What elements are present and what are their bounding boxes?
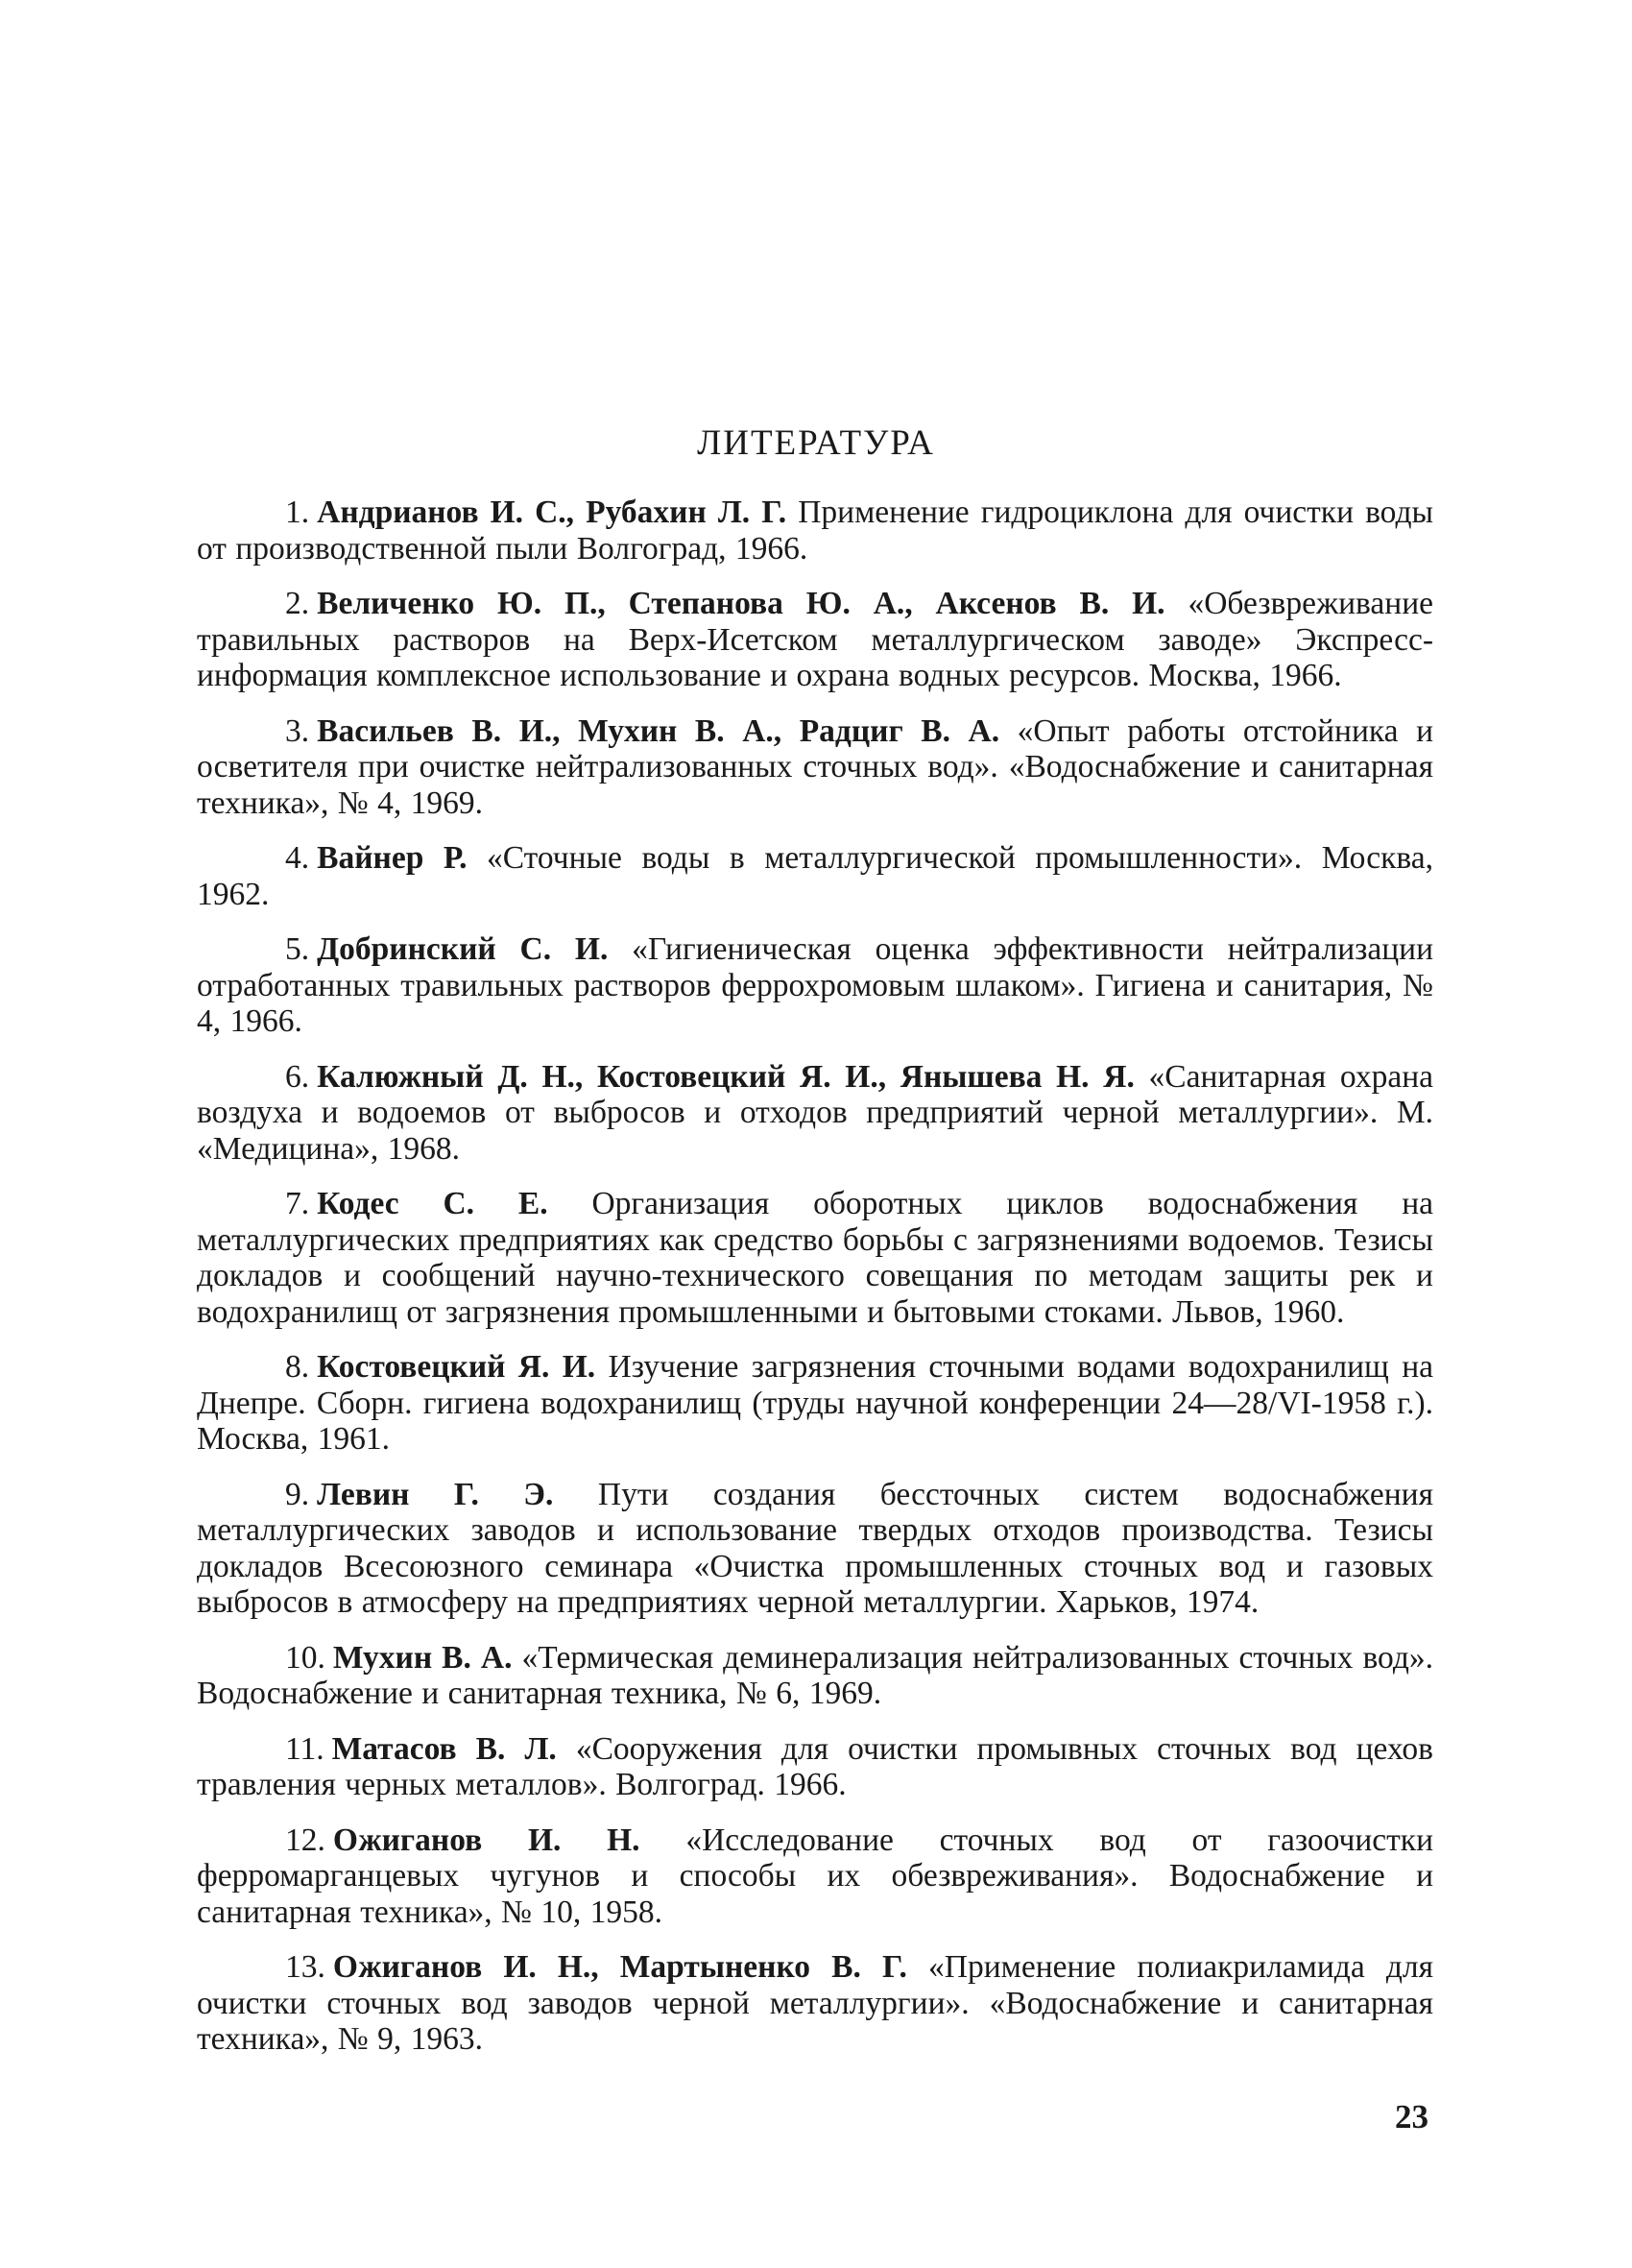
reference-item <box>197 1731 1433 1803</box>
reference-authors: Добринский С. И. <box>317 931 609 967</box>
reference-text: «Применение полиакриламида для очистки сточных вод заводов черной металлургии». «Водоснабжение и санитарная техника», № 9, 1963. <box>197 1949 1433 2057</box>
reference-text: «Сточные воды в металлургической промышленности». Москва, 1962. <box>197 840 1433 912</box>
reference-text: «Обезвреживание травильных растворов на Верх-Исетском металлургическом заводе» Экспресс-информация комплексное использование и охрана водных ресурсов. Москва, 1966. <box>197 586 1433 693</box>
page-title: ЛИТЕРАТУРА <box>697 423 935 463</box>
reference-text: «Опыт работы отстойника и осветителя при очистке нейтрализованных сточных вод». «Водоснабжение и санитарная техника», № 4, 1969. <box>197 712 1434 821</box>
reference-item <box>197 1822 1433 1931</box>
reference-text: «Исследование сточных вод от газоочистки ферромарганцевых чугунов и способы их обезвреживания». Водоснабжение и санитарная техника», № 10, 1958. <box>197 1822 1433 1930</box>
reference-authors: Левин Г. Э. <box>317 1476 554 1512</box>
reference-number: 2. <box>285 586 310 621</box>
reference-number: 1. <box>285 495 310 530</box>
reference-number: 13. <box>285 1949 325 1985</box>
reference-text: «Сооружения для очистки промывных сточных вод цехов травления черных металлов». Волгоград. 1966. <box>197 1730 1433 1802</box>
reference-list <box>197 495 1433 2077</box>
reference-text: «Санитарная охрана воздуха и водоемов от выбросов и отходов предприятий черной металлургии». М. «Медицина», 1968. <box>197 1058 1434 1167</box>
reference-authors: Ожиганов И. Н. <box>332 1822 640 1858</box>
reference-number: 12. <box>285 1822 325 1858</box>
reference-number: 4. <box>285 840 310 876</box>
reference-text: «Термическая деминерализация нейтрализованных сточных вод». Водоснабжение и санитарная техника, № 6, 1969. <box>197 1639 1433 1711</box>
reference-authors: Калюжный Д. Н., Костовецкий Я. И., Янышева Н. Я. <box>317 1058 1135 1095</box>
reference-item <box>197 586 1433 694</box>
reference-authors: Величенко Ю. П., Степанова Ю. А., Аксенов В. И. <box>317 586 1165 621</box>
reference-authors: Ожиганов И. Н., Мартыненко В. Г. <box>332 1949 907 1985</box>
reference-number: 10. <box>285 1639 325 1676</box>
reference-item <box>197 1949 1433 2058</box>
reference-text: Изучение загрязнения сточными водами водохранилищ на Днепре. Сборн. гигиена водохранилищ (труды научной конференции 24—28/VI-1958 г.). Москва, 1961. <box>197 1349 1433 1457</box>
reference-authors: Мухин В. А. <box>332 1639 513 1676</box>
reference-item <box>197 495 1433 567</box>
reference-number: 3. <box>285 712 310 749</box>
reference-authors: Васильев В. И., Мухин В. А., Радциг В. А. <box>317 712 1000 749</box>
reference-number: 5. <box>285 931 310 967</box>
reference-number: 7. <box>285 1186 310 1221</box>
reference-item <box>197 713 1433 822</box>
reference-authors: Андрианов И. С., Рубахин Л. Г. <box>317 495 787 530</box>
reference-item <box>197 840 1433 912</box>
reference-text: «Гигиеническая оценка эффективности нейтрализации отработанных травильных растворов феррохромовым шлаком». Гигиена и санитария, № 4, 1966. <box>197 931 1434 1039</box>
reference-authors: Матасов В. Л. <box>331 1730 557 1767</box>
reference-item <box>197 931 1433 1040</box>
reference-item <box>197 1186 1433 1330</box>
page-number: 23 <box>1395 2098 1428 2135</box>
reference-number: 8. <box>285 1349 310 1385</box>
reference-number: 9. <box>285 1476 310 1512</box>
reference-authors: Костовецкий Я. И. <box>317 1349 596 1385</box>
reference-number: 11. <box>285 1730 324 1767</box>
reference-text: Пути создания бессточных систем водоснабжения металлургических заводов и использование твердых отходов производства. Тезисы докладов Всесоюзного семинара «Очистка промышленных сточных вод и газовых выбросов в атмосферу на предприятиях черной металлургии. Харьков, 1974. <box>197 1476 1434 1620</box>
reference-authors: Кодес С. Е. <box>317 1186 548 1221</box>
reference-item <box>197 1349 1433 1458</box>
reference-authors: Вайнер Р. <box>317 840 468 876</box>
reference-text: Организация оборотных циклов водоснабжения на металлургических предприятиях как средство борьбы с загрязнениями водоемов. Тезисы докладов и сообщений научно-технического совещания по методам защиты рек и водохранилищ от загрязнения промышленными и бытовыми стоками. Львов, 1960. <box>197 1186 1433 1330</box>
reference-text: Применение гидроциклона для очистки воды от производственной пыли Волгоград, 1966. <box>197 495 1433 567</box>
reference-item <box>197 1640 1433 1712</box>
reference-number: 6. <box>285 1058 310 1095</box>
reference-item <box>197 1059 1433 1168</box>
reference-item <box>197 1477 1433 1621</box>
